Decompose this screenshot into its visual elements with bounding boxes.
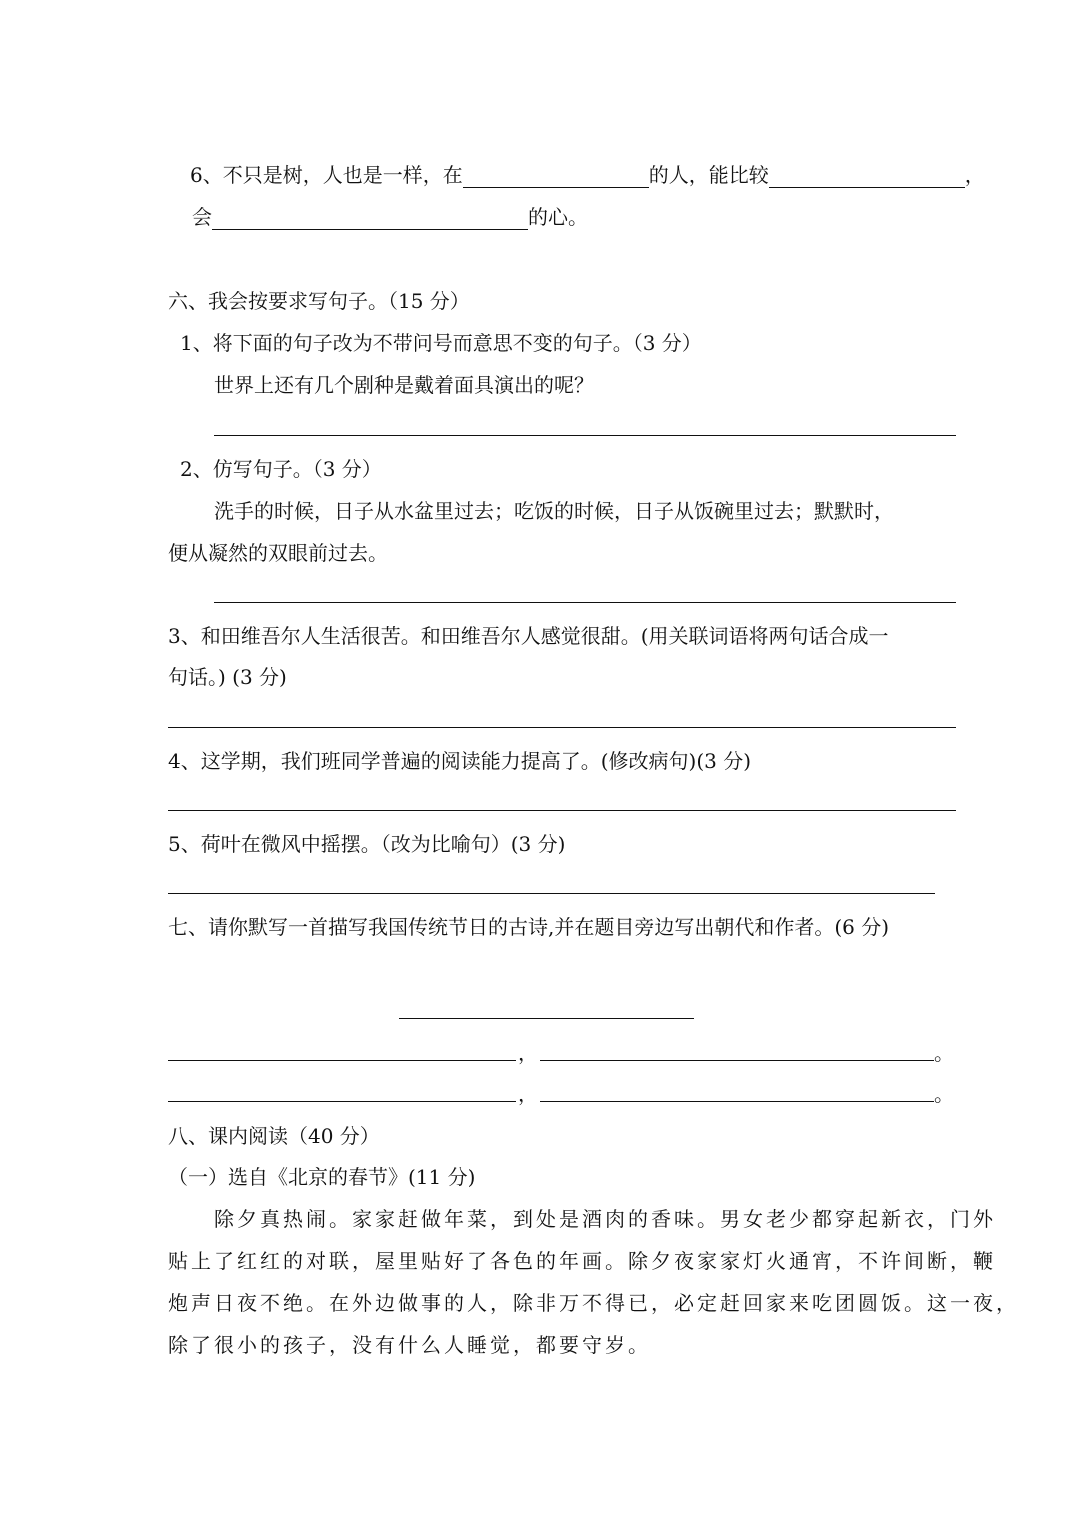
poem-line-1a[interactable] [168,1060,516,1061]
q6-line2 [192,204,588,230]
q6-text-2: 的人，能比较 [648,163,769,187]
q6-text-1: 6、不只是树，人也是一样，在 [190,163,463,187]
poem-period-1: 。 [934,1041,954,1065]
section7-heading: 七、请你默写一首描写我国传统节日的古诗,并在题目旁边写出朝代和作者。(6 分) [168,915,890,939]
s6-item4-answer-line[interactable] [168,810,956,811]
reading-para-line-4: 除了很小的孩子，没有什么人睡觉，都要守岁。 [168,1333,651,1357]
s6-item5-label: 5、荷叶在微风中摇摆。（改为比喻句）(3 分) [168,832,566,856]
section8-heading: 八、课内阅读（40 分） [168,1124,380,1148]
q6-blank-3[interactable] [212,207,528,230]
q6-text-3: ， [964,163,985,187]
s6-item2-text1: 洗手的时候，日子从水盆里过去；吃饭的时候，日子从饭碗里过去；默默时， [214,499,894,523]
s6-item3-label1: 3、和田维吾尔人生活很苦。和田维吾尔人感觉很甜。(用关联词语将两句话合成一 [168,624,889,648]
poem-comma-1: ， [518,1041,538,1065]
poem-comma-2: ， [518,1082,538,1106]
s6-item1-text: 世界上还有几个剧种是戴着面具演出的呢？ [214,373,594,397]
q6-text-4: 会 [192,205,212,229]
poem-title-line[interactable] [399,1018,694,1019]
s6-item5-answer-line[interactable] [168,893,935,894]
q6-blank-2[interactable] [769,165,965,188]
s6-item2-answer-line[interactable] [214,602,956,603]
poem-line-2a[interactable] [168,1101,516,1102]
reading-para-line-1: 除夕真热闹。家家赶做年菜，到处是酒肉的香味。男女老少都穿起新衣，门外 [214,1207,996,1231]
s6-item2-label: 2、仿写句子。（3 分） [180,457,382,481]
section6-heading: 六、我会按要求写句子。（15 分） [168,289,470,313]
s6-item3-answer-line[interactable] [168,727,956,728]
poem-period-2: 。 [934,1082,954,1106]
q6-text-5: 的心。 [528,205,588,229]
section8-sub-heading: （一）选自《北京的春节》(11 分) [168,1165,476,1189]
s6-item3-label2: 句话。) (3 分) [168,665,287,689]
s6-item4-label: 4、这学期，我们班同学普遍的阅读能力提高了。(修改病句)(3 分) [168,749,752,773]
q6-line1 [190,162,985,188]
q6-blank-1[interactable] [463,165,649,188]
s6-item1-answer-line[interactable] [214,435,956,436]
poem-line-2b[interactable] [540,1101,934,1102]
reading-para-line-3: 炮声日夜不绝。在外边做事的人，除非万不得已，必定赶回家来吃团圆饭。这一夜， [168,1291,1019,1315]
reading-para-line-2: 贴上了红红的对联，屋里贴好了各色的年画。除夕夜家家灯火通宵，不许间断，鞭 [168,1249,996,1273]
s6-item1-label: 1、将下面的句子改为不带问号而意思不变的句子。（3 分） [180,331,702,355]
poem-line-1b[interactable] [540,1060,934,1061]
s6-item2-text2: 便从凝然的双眼前过去。 [168,541,388,565]
